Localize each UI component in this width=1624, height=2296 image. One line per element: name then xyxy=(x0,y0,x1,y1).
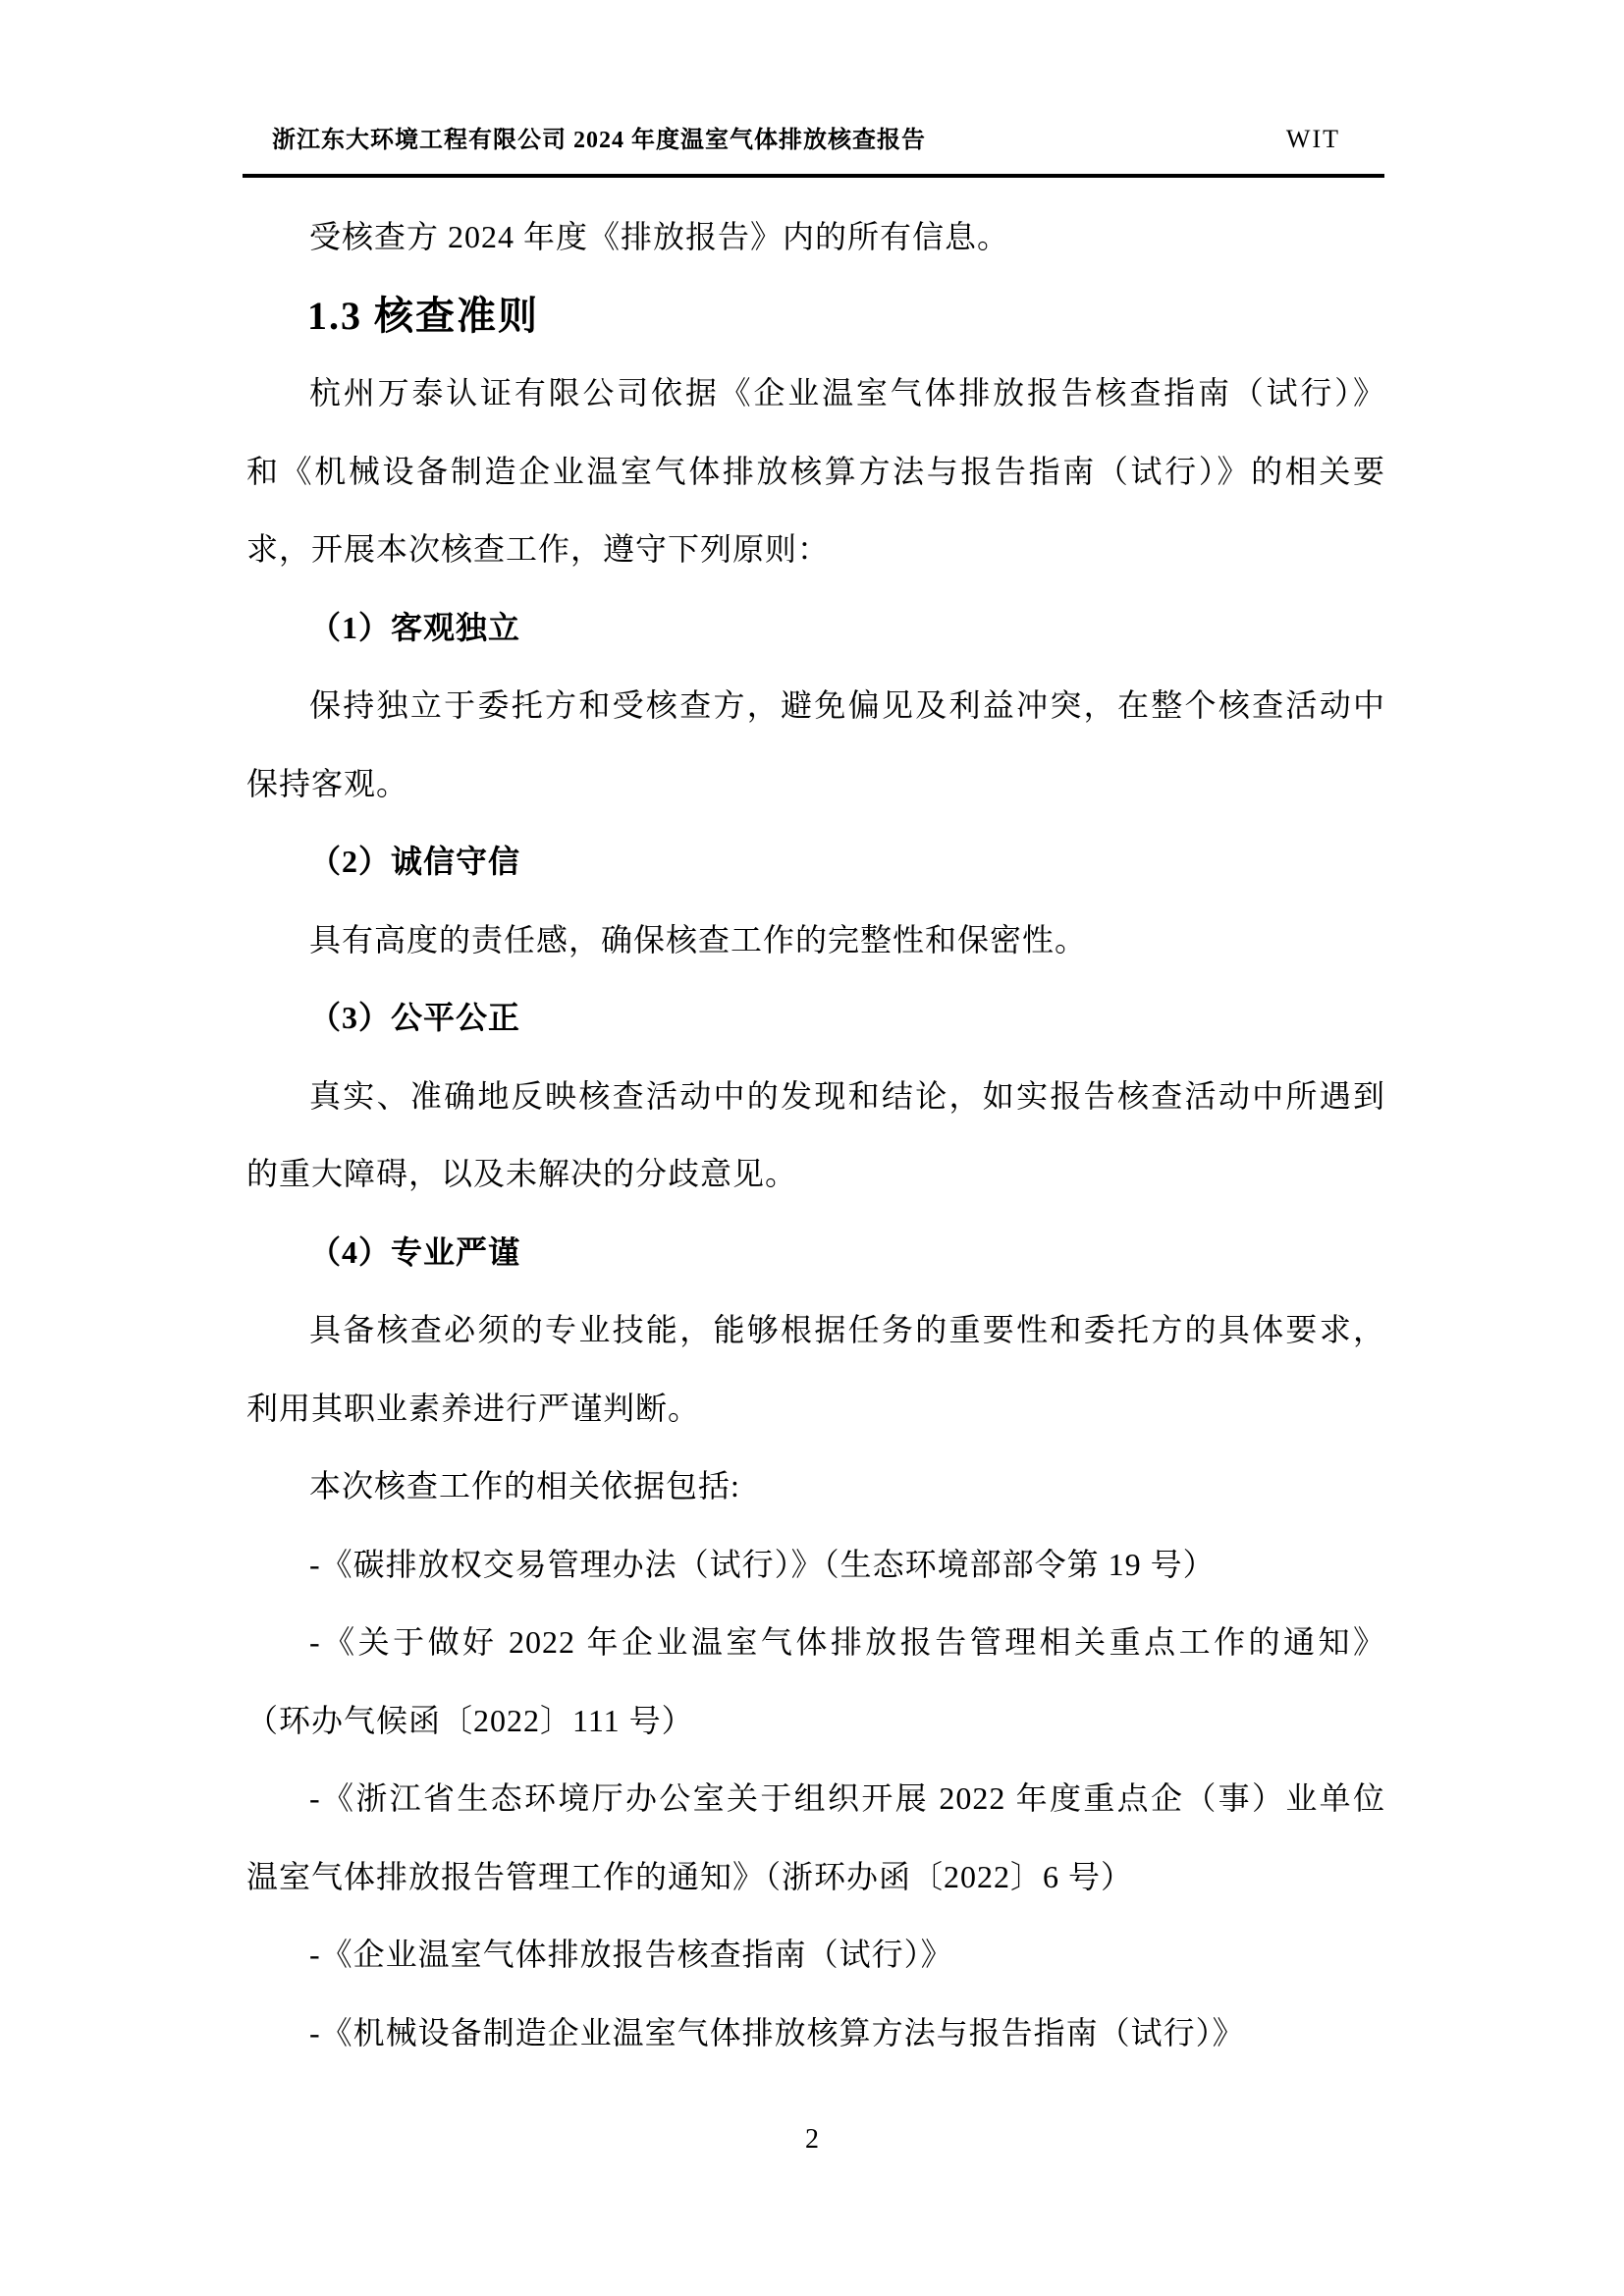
paragraph-line: 具有高度的责任感，确保核查工作的完整性和保密性。 xyxy=(309,921,1088,957)
paragraph-line: 的重大障碍，以及未解决的分歧意见。 xyxy=(246,1156,798,1191)
paragraph-line: 温室气体排放报告管理工作的通知》（浙环办函〔2022〕6 号） xyxy=(246,1858,1134,1894)
paragraph-line: 真实、准确地反映核查活动中的发现和结论，如实报告核查活动中所遇到 xyxy=(309,1077,1385,1114)
paragraph-line: 和《机械设备制造企业温室气体排放核算方法与报告指南（试行）》的相关要 xyxy=(246,453,1385,489)
header-title: 浙江东大环境工程有限公司 2024 年度温室气体排放核查报告 xyxy=(272,128,926,153)
paragraph-line: 保持客观。 xyxy=(246,765,409,801)
principle-heading: （1）客观独立 xyxy=(309,609,521,645)
principle-heading: （3）公平公正 xyxy=(309,1000,521,1035)
principle-heading: （4）专业严谨 xyxy=(309,1233,521,1270)
paragraph-line: 利用其职业素养进行严谨判断。 xyxy=(246,1390,701,1426)
paragraph-line: 杭州万泰认证有限公司依据《企业温室气体排放报告核查指南（试行）》 xyxy=(309,375,1385,410)
principle-heading: （2）诚信守信 xyxy=(309,844,521,879)
reference-item: -《浙江省生态环境厅办公室关于组织开展 2022 年度重点企（事）业单位 xyxy=(309,1780,1385,1816)
document-body xyxy=(246,198,1385,2072)
section-heading: 1.3 核查准则 xyxy=(307,293,539,338)
page-number: 2 xyxy=(805,2124,819,2155)
page-header xyxy=(243,0,1384,178)
paragraph-line: 受核查方 2024 年度《排放报告》内的所有信息。 xyxy=(309,219,1010,254)
paragraph-line: 保持独立于委托方和受核查方，避免偏见及利益冲突，在整个核查活动中 xyxy=(309,687,1385,723)
paragraph-line: 求，开展本次核查工作，遵守下列原则： xyxy=(246,531,831,567)
reference-item: -《企业温室气体排放报告核查指南（试行）》 xyxy=(309,1937,953,1972)
reference-item: -《机械设备制造企业温室气体排放核算方法与报告指南（试行）》 xyxy=(309,2014,1245,2050)
reference-item: -《关于做好 2022 年企业温室气体排放报告管理相关重点工作的通知》 xyxy=(309,1624,1385,1660)
paragraph-line: 本次核查工作的相关依据包括: xyxy=(309,1468,740,1503)
paragraph-line: （环办气候函〔2022〕111 号） xyxy=(246,1702,694,1738)
page-footer xyxy=(0,2124,1624,2156)
header-logo-wit: WIT xyxy=(1285,125,1340,153)
paragraph-line: 具备核查必须的专业技能，能够根据任务的重要性和委托方的具体要求， xyxy=(309,1312,1385,1347)
reference-item: -《碳排放权交易管理办法（试行）》（生态环境部部令第 19 号） xyxy=(309,1546,1216,1582)
